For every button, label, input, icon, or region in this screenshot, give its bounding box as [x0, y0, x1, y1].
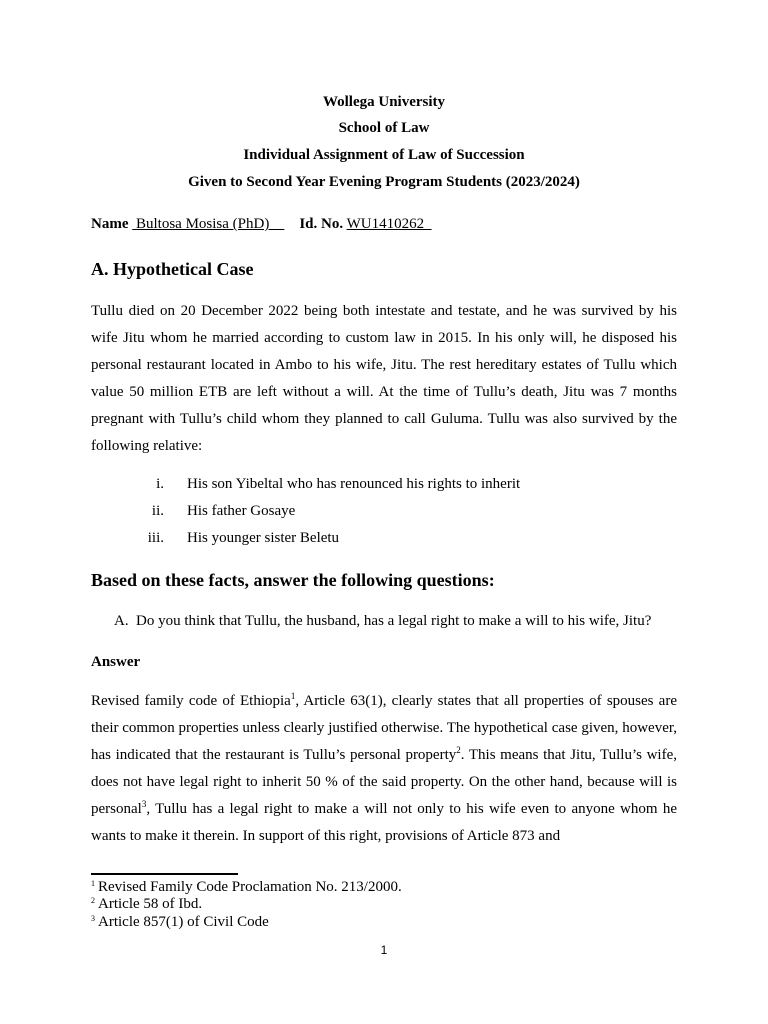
- school-title: School of Law: [338, 120, 430, 136]
- question-label: A.: [114, 613, 129, 629]
- audience-title: Given to Second Year Evening Program Students (2023/2024): [188, 174, 580, 190]
- question-a: [114, 612, 651, 630]
- list-item-number: ii.: [151, 503, 164, 519]
- answer-paragraph: [91, 688, 677, 850]
- footnote: [91, 878, 402, 896]
- case-paragraph: Tullu died on 20 December 2022 being both intestate and testate, and he was survived by his wife Jitu whom he married according to custom law in 2015. In his only will, he disposed his personal restaurant located in Ambo to his wife, Jitu. The rest hereditary estates of Tullu which value 50 million ETB are left without a will. At the time of Tullu’s death, Jitu was 7 months pregnant with Tullu’s child whom they planned to call Guluma. Tullu was also survived by the following relative:: [91, 303, 677, 454]
- assignment-title: Individual Assignment of Law of Succession: [243, 147, 525, 163]
- footnote: [91, 913, 269, 931]
- footnote-ref[interactable]: 3: [141, 799, 147, 809]
- footnote-text: Article 58 of Ibd.: [98, 896, 203, 912]
- questions-heading: Based on these facts, answer the following questions:: [91, 570, 495, 590]
- name-value: Bultosa Mosisa (PhD): [132, 216, 285, 232]
- relatives-list: [91, 471, 677, 552]
- list-item: [91, 498, 677, 525]
- university-title: Wollega University: [322, 94, 446, 110]
- footnote-ref[interactable]: 1: [290, 691, 296, 701]
- footnote-mark: 3: [91, 914, 95, 923]
- footnote-mark: 1: [91, 879, 95, 888]
- list-item-number: i.: [156, 476, 164, 492]
- footnote: [91, 895, 202, 913]
- answer-text-part: Revised family code of Ethiopia: [91, 693, 291, 709]
- answer-text-part: . This means that Jitu, Tullu’s wife, does not have legal right to inherit 50 % of the said property. On the other hand, because will is personal: [91, 747, 677, 817]
- list-item: [91, 525, 677, 552]
- list-item-text: His son Yibeltal who has renounced his rights to inherit: [187, 476, 521, 492]
- answer-label: Answer: [91, 654, 141, 670]
- footnote-ref[interactable]: 2: [456, 745, 461, 755]
- page-number: 1: [380, 943, 388, 957]
- section-a-heading: A. Hypothetical Case: [91, 259, 254, 279]
- answer-text-part: , Tullu has a legal right to make a will not only to his wife even to anyone whom he wants to make it therein. In support of this right, provisions of Article 873 and: [91, 801, 677, 844]
- list-item: [91, 471, 677, 498]
- footnote-separator: [91, 873, 238, 875]
- footnote-mark: 2: [91, 896, 95, 905]
- footnote-text: Revised Family Code Proclamation No. 213/2000.: [98, 879, 402, 895]
- list-item-text: His younger sister Beletu: [187, 530, 340, 546]
- name-label: Name: [91, 216, 129, 232]
- question-text: Do you think that Tullu, the husband, has a legal right to make a will to his wife, Jitu?: [136, 613, 652, 629]
- id-label: Id. No.: [299, 216, 344, 232]
- id-value: WU1410262: [346, 216, 432, 232]
- list-item-text: His father Gosaye: [187, 503, 296, 519]
- student-identity-line: [91, 215, 432, 233]
- answer-text-part: , Article 63(1), clearly states that all properties of spouses are their common properties unless clearly justified otherwise. The hypothetical case given, however, has indicated that the restaurant is Tullu’s personal property: [91, 693, 677, 763]
- footnote-text: Article 857(1) of Civil Code: [98, 914, 269, 930]
- list-item-number: iii.: [147, 530, 164, 546]
